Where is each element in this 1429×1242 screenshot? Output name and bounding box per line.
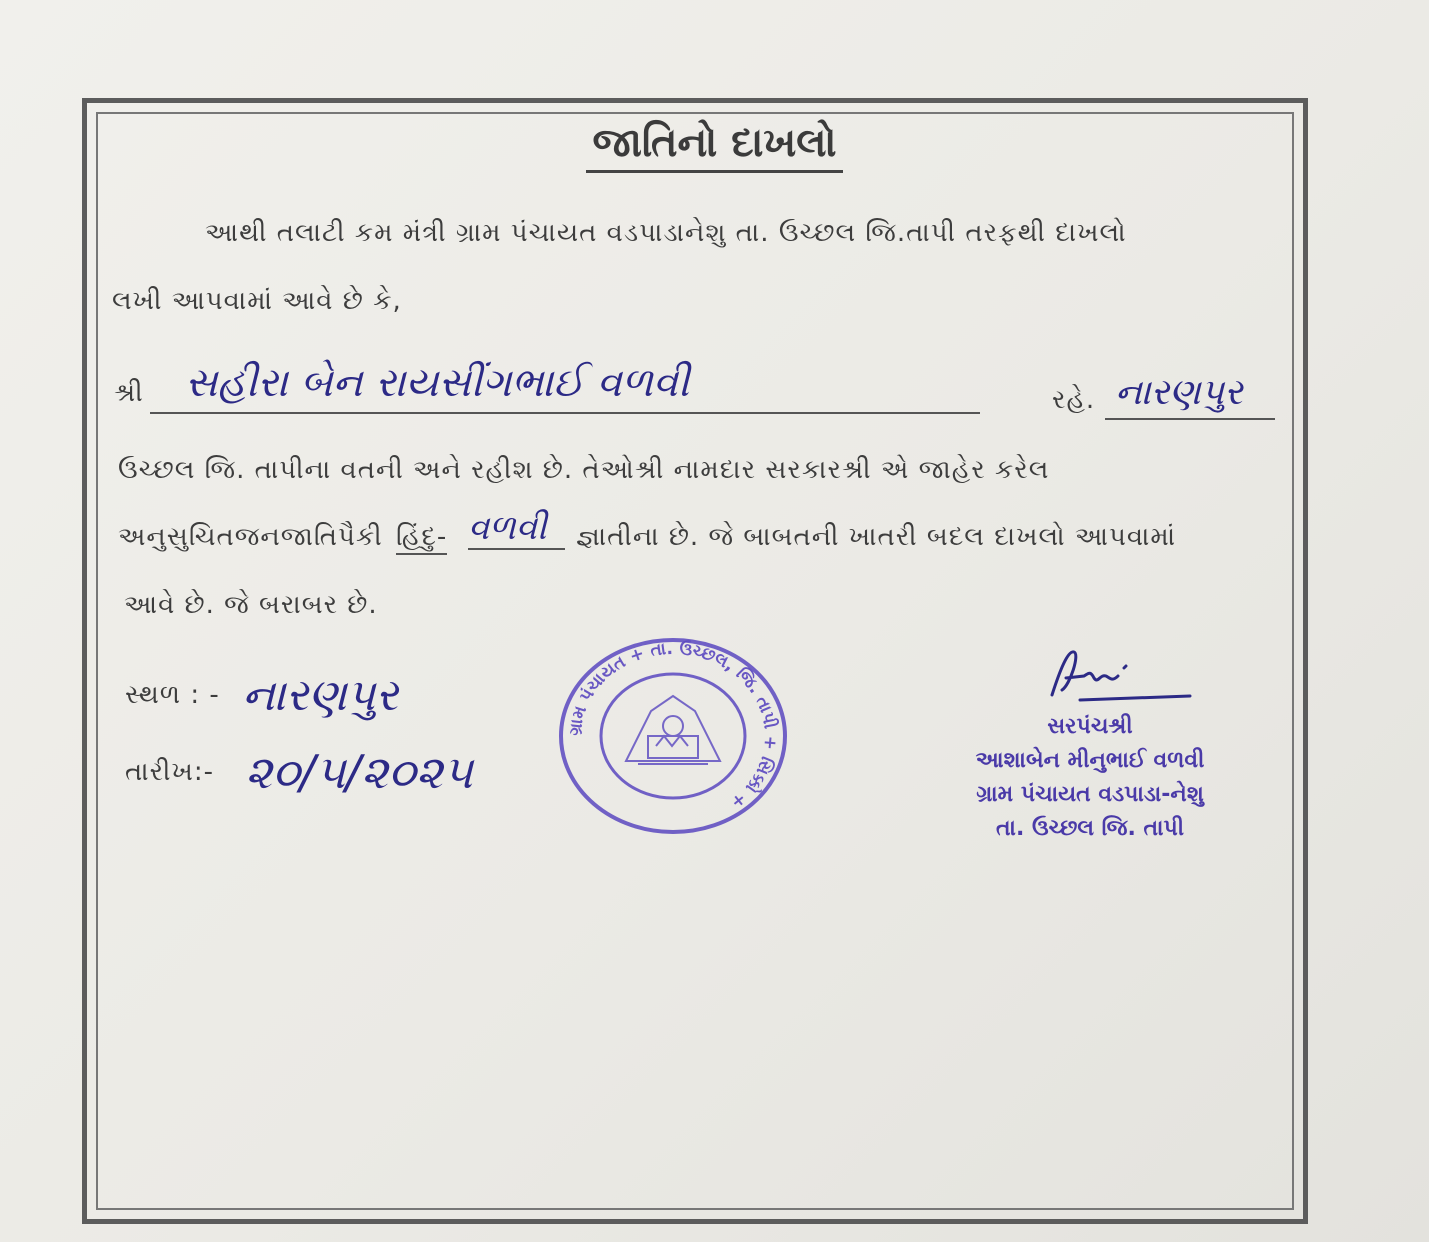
emblem-icon	[626, 696, 720, 764]
sarpanch-office: ગ્રામ પંચાયત વડપાડા-નેશુ	[976, 782, 1204, 807]
panchayat-seal-stamp	[556, 636, 790, 836]
residence-handwritten: નારણપુર	[1115, 372, 1243, 413]
document-title: જાતિનો દાખલો	[0, 120, 1429, 166]
name-underline	[150, 412, 980, 414]
name-handwritten: સહીરા બેન રાયસીંગભાઈ વળવી	[185, 360, 690, 406]
date-handwritten: ૨૦/૫/૨૦૨૫	[245, 745, 473, 799]
sarpanch-title: સરપંચશ્રી	[1047, 714, 1133, 739]
body-line-2-post: જ્ઞાતીના છે. જે બાબતની ખાતરી બદલ દાખલો આપવામાં	[576, 522, 1177, 552]
shri-label: શ્રી	[114, 378, 144, 408]
place-handwritten: નારણપુર	[242, 670, 398, 721]
place-label: સ્થળ : -	[125, 680, 220, 710]
residence-underline	[1105, 418, 1275, 420]
intro-line-2: લખી આપવામાં આવે છે કે,	[112, 286, 402, 316]
sarpanch-name: આશાબેન મીનુભાઈ વળવી	[975, 748, 1205, 773]
body-line-3: આવે છે. જે બરાબર છે.	[124, 590, 378, 620]
sarpanch-signature-block	[930, 710, 1250, 846]
caste-handwritten: વળવી	[468, 508, 565, 550]
sarpanch-location: તા. ઉચ્છલ જિ. તાપી	[995, 816, 1185, 841]
caste-prefix: હિંદુ-	[396, 522, 447, 555]
sarpanch-signature-icon	[1040, 640, 1200, 710]
stamp-ring-text: ગ્રામ પંચાયત + તા. ઉચ્છલ, જિ. તાપી + સિક્કો +	[565, 638, 781, 813]
date-label: તારીખ:-	[125, 757, 214, 787]
body-line-2-pre: અનુસુચિતજનજાતિપૈકી	[118, 522, 383, 552]
body-line-1: ઉચ્છલ જિ. તાપીના વતની અને રહીશ છે. તેઓશ્રી નામદાર સરકારશ્રી એ જાહેર કરેલ	[118, 455, 1050, 485]
residence-label: રહે.	[1052, 385, 1096, 415]
intro-line-1: આથી તલાટી કમ મંત્રી ગ્રામ પંચાયત વડપાડાનેશુ તા. ઉચ્છલ જિ.તાપી તરફથી દાખલો	[205, 218, 1127, 248]
